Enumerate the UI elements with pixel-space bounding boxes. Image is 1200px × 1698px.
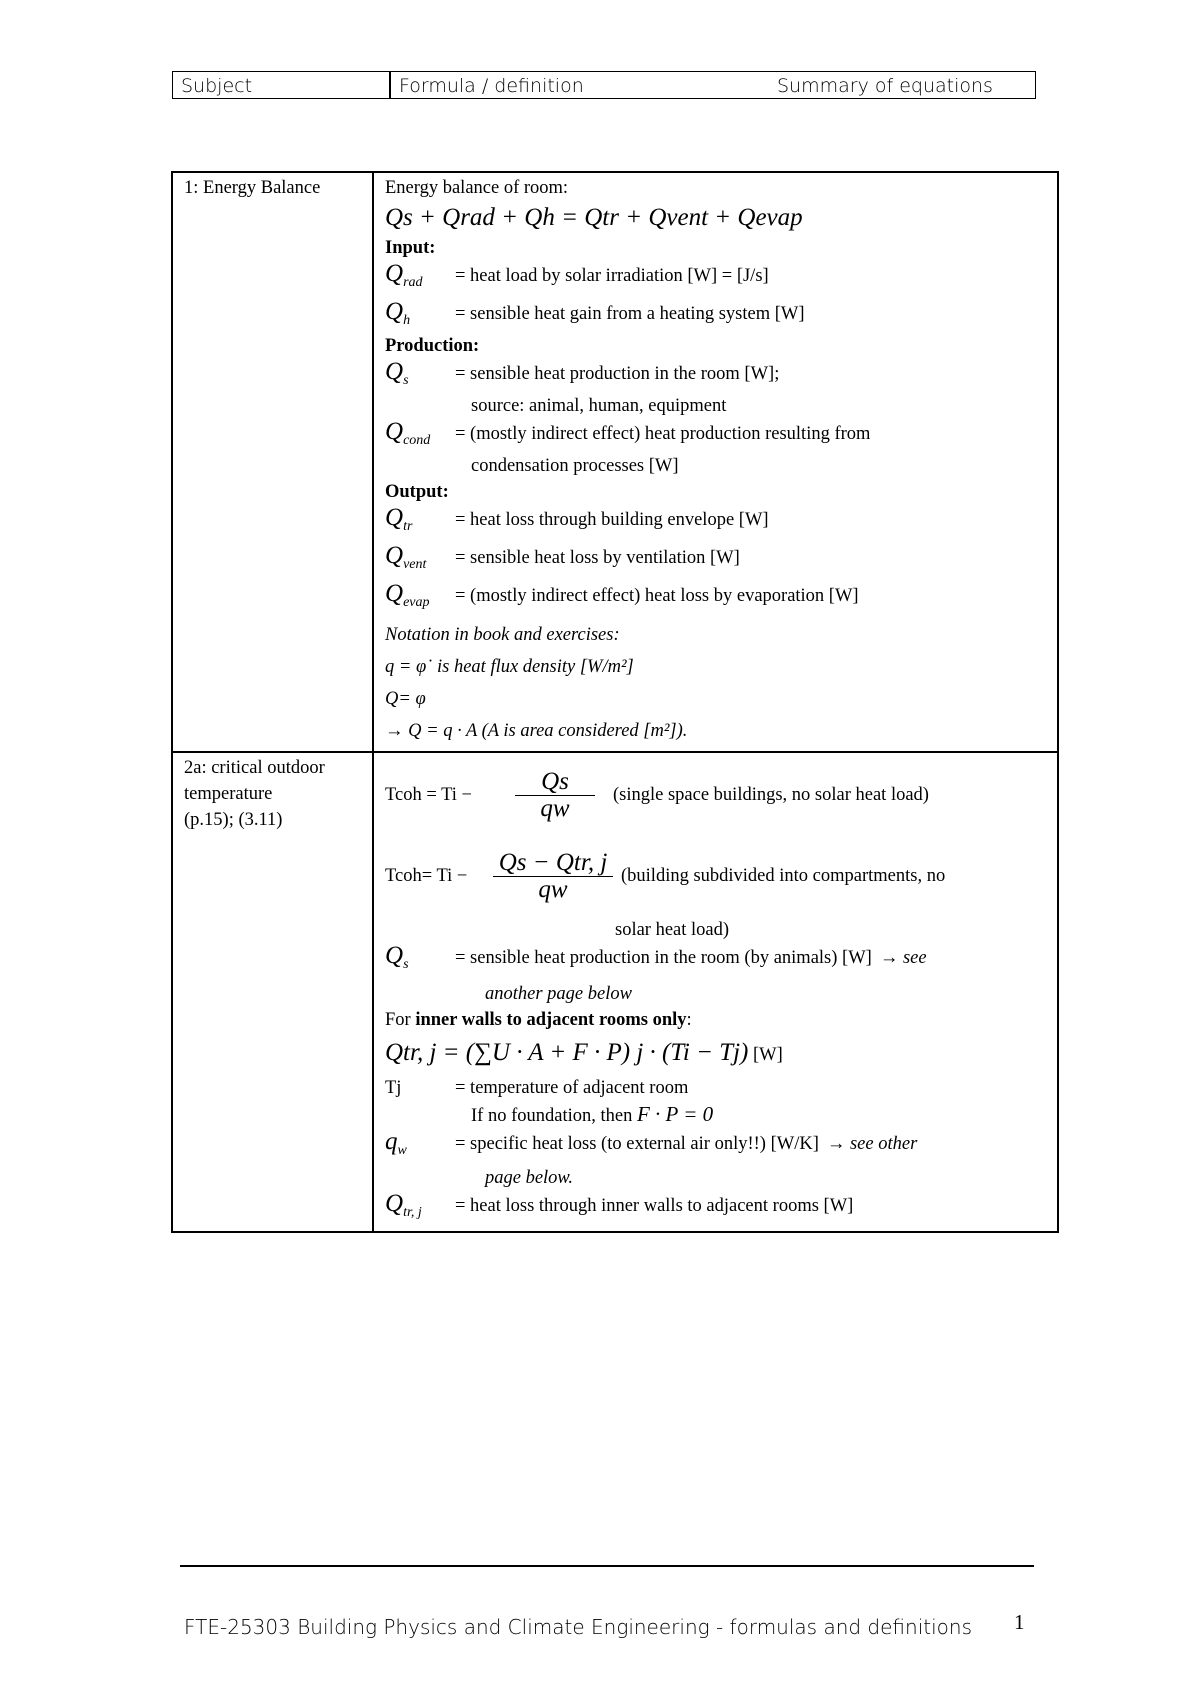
formula-lhs: Tcoh= Ti − <box>385 866 468 886</box>
definition-text: = specific heat loss (to external air only!!) [W/K] <box>455 1134 819 1154</box>
subject-title: temperature <box>184 784 273 804</box>
def-qrad <box>385 261 1046 299</box>
symbol-sub: tr, j <box>403 1205 422 1220</box>
notation-line: Q= φ <box>385 689 426 709</box>
symbol: Tj <box>385 1078 402 1098</box>
symbol: Q <box>385 358 404 385</box>
qtrj-equation: Qtr, j = (∑U · A + F · P) j · (Ti − Tj) <box>385 1039 749 1066</box>
symbol-sub: w <box>397 1143 407 1158</box>
def-qcond <box>385 419 1046 453</box>
page-number: 1 <box>1014 1610 1025 1634</box>
see-reference-cont: another page below <box>485 984 632 1004</box>
formula-note: (building subdivided into compartments, no <box>621 866 946 886</box>
symbol: q <box>385 1128 398 1155</box>
symbol-sub: evap <box>403 595 430 610</box>
inner-pre: For <box>385 1010 416 1030</box>
definition-cont <box>385 1101 1046 1129</box>
definition-text: = sensible heat production in the room [W]; <box>455 364 780 384</box>
fraction <box>515 769 595 822</box>
symbol-sub: rad <box>403 275 423 290</box>
header-divider <box>389 72 391 98</box>
definition-text: = sensible heat production in the room (by animals) [W] <box>455 948 872 968</box>
formula-tcoh-single <box>385 755 1046 835</box>
notation-label: Notation in book and exercises: <box>385 625 620 645</box>
definition-text: = heat loss through building envelope [W] <box>455 510 769 530</box>
qtrj-equation-row <box>385 1033 1046 1075</box>
symbol-sub: h <box>403 313 411 328</box>
symbol: Q <box>385 542 404 569</box>
header-summary: Summary of equations <box>777 75 993 97</box>
symbol-sub: s <box>403 373 409 388</box>
notation-line: q = φ˙ is heat flux density [W/m²] <box>385 657 634 677</box>
footer-divider <box>180 1565 1034 1567</box>
symbol-sub: cond <box>403 433 431 448</box>
definition-text: = temperature of adjacent room <box>455 1078 689 1098</box>
inner-walls-heading <box>385 1007 1046 1033</box>
qtrj-unit: [W] <box>753 1045 783 1065</box>
fraction-numerator: Qs − Qtr, j <box>493 850 613 877</box>
symbol: Q <box>385 260 404 287</box>
definition-text: = (mostly indirect effect) heat production resulting from <box>455 424 871 444</box>
see-reference: → see other <box>826 1134 918 1154</box>
def-qs <box>385 943 1046 981</box>
subject-cell <box>172 752 373 1232</box>
notation-line: → Q = q · A (A is area considered [m²]). <box>385 721 688 741</box>
table-row <box>172 172 1058 752</box>
formula-lhs: Tcoh = Ti − <box>385 785 472 805</box>
energy-balance-equation: Qs + Qrad + Qh = Qtr + Qvent + Qevap <box>385 204 803 231</box>
production-label: Production: <box>385 336 480 356</box>
definition-text: = (mostly indirect effect) heat loss by evaporation [W] <box>455 586 859 606</box>
see-reference: → see <box>879 948 927 968</box>
fraction-denominator: qw <box>538 875 568 903</box>
definition-text: = sensible heat loss by ventilation [W] <box>455 548 740 568</box>
definition-cont: condensation processes [W] <box>471 456 679 476</box>
formula-cell <box>373 172 1058 752</box>
fraction-denominator: qw <box>540 794 570 822</box>
see-reference-cont: page below. <box>485 1168 574 1188</box>
formula-cell <box>373 752 1058 1232</box>
subject-title: 2a: critical outdoor <box>184 758 325 778</box>
input-label: Input: <box>385 238 436 258</box>
header-subject: Subject <box>181 75 253 97</box>
inner-post: : <box>686 1010 692 1030</box>
formula-note-cont: solar heat load) <box>615 920 730 940</box>
def-qvent <box>385 543 1046 581</box>
definition-text: = heat loss through inner walls to adjacent rooms [W] <box>455 1196 854 1216</box>
def-qs <box>385 359 1046 393</box>
fraction <box>493 850 613 903</box>
symbol: Q <box>385 942 404 969</box>
table-header <box>172 71 1036 99</box>
symbol: Q <box>385 1190 404 1217</box>
symbol-sub: vent <box>403 557 427 572</box>
def-qevap <box>385 581 1046 619</box>
def-tj <box>385 1075 1046 1101</box>
definition-text: = sensible heat gain from a heating system [W] <box>455 304 805 324</box>
formula-tcoh-compartments <box>385 835 1046 917</box>
symbol-sub: s <box>403 957 409 972</box>
tj-equation: F · P = 0 <box>636 1102 714 1126</box>
def-qtr <box>385 505 1046 543</box>
subject-title: 1: Energy Balance <box>184 178 321 198</box>
footer-text: FTE-25303 Building Physics and Climate Engineering - formulas and definitions <box>184 1615 972 1639</box>
definition-cont: source: animal, human, equipment <box>471 396 727 416</box>
inner-bold: inner walls to adjacent rooms only <box>415 1010 687 1030</box>
symbol: Q <box>385 418 404 445</box>
formula-table <box>171 171 1059 1233</box>
output-label: Output: <box>385 482 449 502</box>
symbol-sub: tr <box>403 519 413 534</box>
symbol: Q <box>385 580 404 607</box>
fraction-numerator: Qs <box>515 769 595 796</box>
def-qh <box>385 299 1046 333</box>
symbol: Q <box>385 298 404 325</box>
def-qtrj <box>385 1191 1046 1227</box>
def-qw <box>385 1129 1046 1165</box>
table-row <box>172 752 1058 1232</box>
header-formula: Formula / definition <box>399 75 584 97</box>
formula-note: (single space buildings, no solar heat load) <box>613 785 929 805</box>
subject-cell <box>172 172 373 752</box>
subject-ref: (p.15); (3.11) <box>184 810 283 830</box>
symbol: Q <box>385 504 404 531</box>
definition-text: = heat load by solar irradiation [W] = [J/s] <box>455 266 769 286</box>
tj-def2: If no foundation, then <box>471 1106 633 1126</box>
intro-text: Energy balance of room: <box>385 178 569 198</box>
